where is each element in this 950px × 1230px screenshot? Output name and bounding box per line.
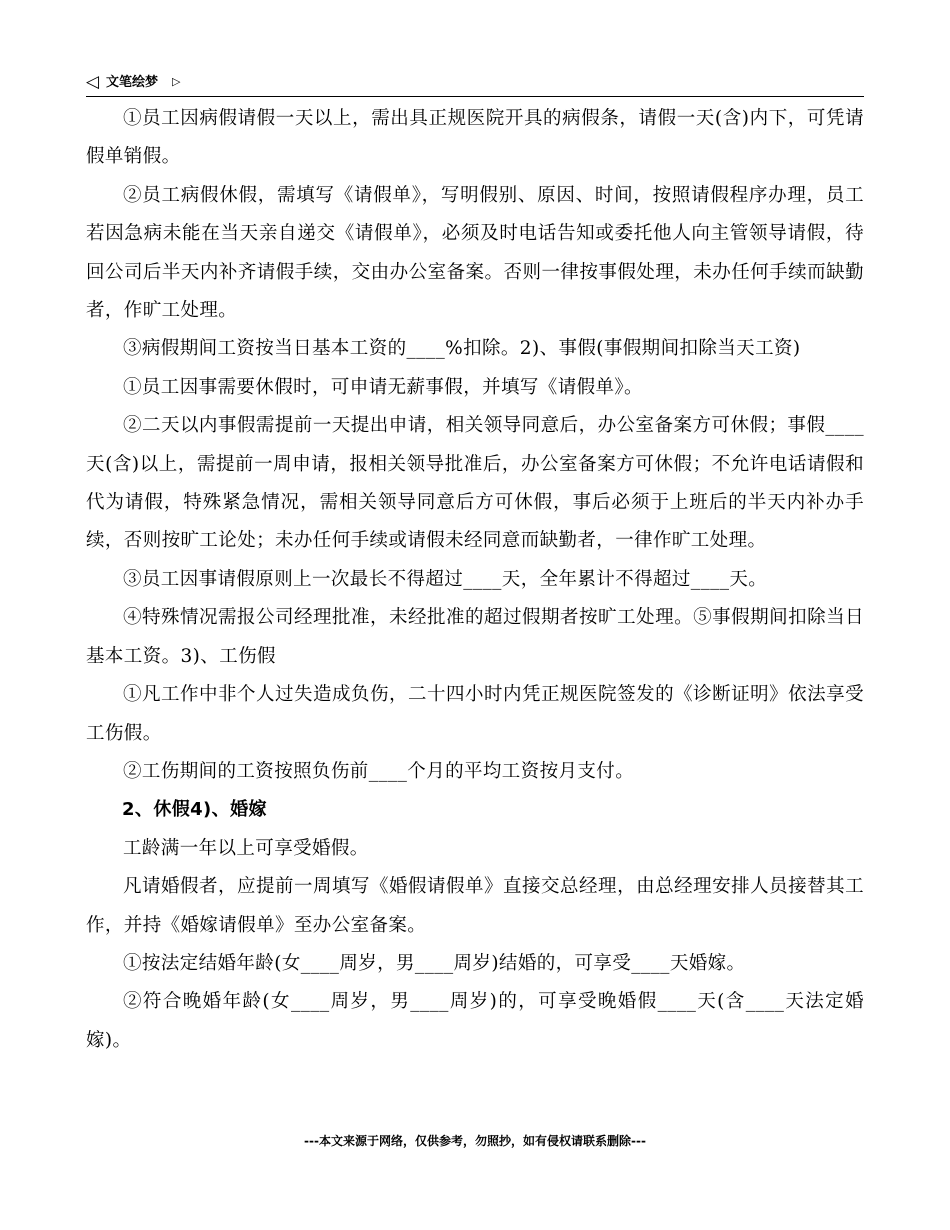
- paragraph-personal-leave-apply: ①员工因事需要休假时，可申请无薪事假，并填写《请假单》。: [123, 376, 643, 398]
- paragraph-work-injury: ①凡工作中非个人过失造成负伤，二十四小时内凭正规医院签发的《诊断证明》依法享受工伤假。: [86, 684, 864, 744]
- paragraph-personal-leave-limit: ③员工因事请假原则上一次最长不得超过____天，全年累计不得超过____天。: [123, 568, 768, 590]
- paragraph-personal-leave-procedure: ②二天以内事假需提前一天提出申请，相关领导同意后，办公室备案方可休假；事假____天(含)以上，需提前一周申请，报相关领导批准后，办公室备案方可休假；不允许电话请假和代为请假，特殊紧急情况，需相关领导同意后方可休假，事后必须于上班后的半天内补办手续，否则按旷工论处；未办任何手续或请假未经同意而缺勤者，一律作旷工处理。: [86, 415, 864, 552]
- paragraph-work-injury-pay: ②工伤期间的工资按照负伤前____个月的平均工资按月支付。: [123, 760, 635, 782]
- paragraph-late-marriage: ②符合晚婚年龄(女____周岁，男____周岁)的，可享受晚婚假____天(含____天法定婚嫁)。: [86, 991, 864, 1051]
- paragraph-sick-leave-pay: ③病假期间工资按当日基本工资的____%扣除。2)、事假(事假期间扣除当天工资): [123, 338, 801, 360]
- section-heading-marriage: 2、休假4)、婚嫁: [122, 799, 267, 821]
- header-title: 文笔绘梦: [106, 75, 159, 90]
- paragraph-sick-leave-procedure: ②员工病假休假，需填写《请假单》，写明假别、原因、时间，按照请假程序办理，员工若因急病未能在当天亲自递交《请假单》，必须及时电话告知或委托他人向主管领导请假，待回公司后半天内补齐请假手续，交由办公室备案。否则一律按事假处理，未办任何手续而缺勤者，作旷工处理。: [86, 184, 864, 322]
- paragraph-legal-marriage-age: ①按法定结婚年龄(女____周岁，男____周岁)结婚的，可享受____天婚嫁。: [123, 952, 746, 974]
- right-triangle-icon: ▷: [172, 75, 181, 88]
- paragraph-marriage-eligibility: 工龄满一年以上可享受婚假。: [123, 837, 369, 859]
- left-triangle-icon: ◁: [86, 72, 100, 92]
- document-body: [86, 100, 864, 1060]
- paragraph-marriage-application: 凡请婚假者，应提前一周填写《婚假请假单》直接交总经理，由总经理安排人员接替其工作，并持《婚嫁请假单》至办公室备案。: [86, 876, 864, 936]
- paragraph-sick-leave-certificate: ①员工因病假请假一天以上，需出具正规医院开具的病假条，请假一天(含)内下，可凭请假单销假。: [86, 108, 864, 168]
- paragraph-special-cases: ④特殊情况需报公司经理批准，未经批准的超过假期者按旷工处理。⑤事假期间扣除当日基本工资。3)、工伤假: [86, 607, 864, 667]
- page-footer-disclaimer: ---本文来源于网络，仅供参考，勿照抄，如有侵权请联系删除---: [304, 1134, 646, 1148]
- page-header: [86, 70, 864, 97]
